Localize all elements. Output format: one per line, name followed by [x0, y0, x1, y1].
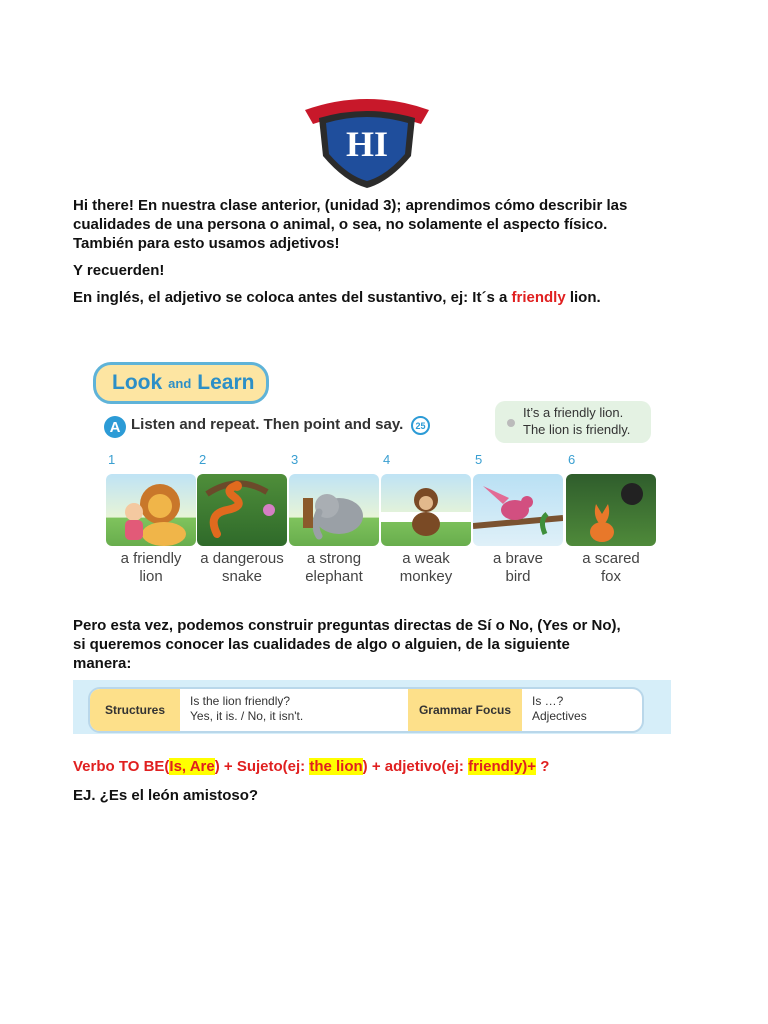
card-number: 4 [383, 452, 391, 467]
school-logo [297, 92, 437, 190]
caption-line-2: bird [505, 568, 531, 585]
speech-bubble [495, 401, 651, 443]
structures-bar [73, 680, 671, 734]
logo-text: HI [345, 124, 389, 164]
caption-line-1: a weak [402, 550, 450, 567]
caption-line-2: elephant [305, 568, 363, 585]
vocab-card [197, 452, 287, 586]
title-learn: Learn [197, 371, 255, 394]
intro-paragraph [73, 196, 673, 253]
caption-line-2: monkey [399, 568, 453, 585]
look-and-learn-badge [93, 362, 269, 404]
reminder-text: Y recuerden! [73, 262, 165, 279]
example-text: EJ. ¿Es el león amistoso? [73, 787, 259, 804]
bubble-line-1: It’s a friendly lion. [523, 405, 624, 420]
structures-label: Structures [90, 689, 180, 731]
card-number: 3 [291, 452, 299, 467]
vocab-card [289, 452, 379, 586]
lion-picture [106, 474, 196, 546]
vocab-card [106, 452, 196, 586]
grammar-focus-1: Is …? [532, 694, 564, 708]
rule-prefix: En inglés, el adjetivo se coloca antes del sustantivo, ej: It´s a [73, 289, 512, 306]
monkey-picture [381, 474, 471, 546]
vocab-card [473, 452, 563, 586]
questions-line-2: si queremos conocer las cualidades de algo o alguien, de la siguiente [73, 636, 570, 653]
elephant-picture [289, 474, 379, 546]
audio-track-icon: 25 [411, 416, 430, 435]
rule-highlight: friendly [511, 289, 566, 306]
card-caption [194, 550, 290, 586]
formula-part-4: ? [536, 758, 550, 775]
formula-highlight-1: Is, Are [169, 758, 215, 775]
intro-line-3: También para esto usamos adjetivos! [73, 235, 340, 252]
card-caption [470, 550, 566, 586]
caption-line-2: lion [139, 568, 163, 585]
card-number: 2 [199, 452, 207, 467]
card-caption [378, 550, 474, 586]
card-caption [286, 550, 382, 586]
caption-line-1: a brave [492, 550, 544, 567]
card-caption [103, 550, 199, 586]
structures-box [88, 687, 644, 733]
fox-picture [566, 474, 656, 546]
caption-line-2: snake [221, 568, 263, 585]
formula-part-3: ) + adjetivo(ej: [362, 758, 469, 775]
bubble-line-2: The lion is friendly. [523, 422, 631, 437]
card-number: 1 [108, 452, 116, 467]
formula-part-2: ) + Sujeto(ej: [214, 758, 310, 775]
grammar-focus-label: Grammar Focus [408, 689, 522, 731]
vocab-card [381, 452, 471, 586]
caption-line-1: a friendly [120, 550, 182, 567]
rule-text [73, 288, 673, 307]
caption-line-1: a scared [582, 550, 640, 567]
instruction-text: Listen and repeat. Then point and say. [131, 416, 404, 433]
structures-question: Is the lion friendly? [190, 694, 291, 708]
card-caption [563, 550, 659, 586]
formula-highlight-3: friendly)+ [468, 758, 537, 775]
card-number: 5 [475, 452, 483, 467]
questions-paragraph [73, 616, 673, 673]
section-letter-badge: A [104, 416, 126, 438]
vocab-cards [106, 452, 656, 585]
formula-highlight-2: the lion [309, 758, 363, 775]
look-and-learn-panel [91, 344, 676, 606]
formula-part-1: Verbo TO BE( [73, 758, 170, 775]
structures-example [190, 694, 303, 724]
card-number: 6 [568, 452, 576, 467]
intro-line-2: cualidades de una persona o animal, o sea, no solamente el aspecto físico. [73, 216, 608, 233]
caption-line-1: a strong [306, 550, 362, 567]
caption-line-1: a dangerous [200, 550, 284, 567]
bird-picture [473, 474, 563, 546]
vocab-card [566, 452, 656, 586]
formula-line [73, 757, 673, 776]
grammar-focus-2: Adjectives [532, 709, 587, 723]
caption-line-2: fox [600, 568, 621, 585]
title-and: and [168, 375, 192, 391]
intro-line-1: Hi there! En nuestra clase anterior, (unidad 3); aprendimos cómo describir las [73, 197, 628, 214]
grammar-focus-text [532, 694, 587, 724]
title-look: Look [112, 371, 163, 394]
bubble-dot-icon [507, 419, 515, 427]
questions-line-1: Pero esta vez, podemos construir preguntas directas de Sí o No, (Yes or No), [73, 617, 621, 634]
structures-answer: Yes, it is. / No, it isn't. [190, 709, 304, 723]
snake-picture [197, 474, 287, 546]
rule-suffix: lion. [565, 289, 601, 306]
questions-line-3: manera: [73, 655, 132, 672]
